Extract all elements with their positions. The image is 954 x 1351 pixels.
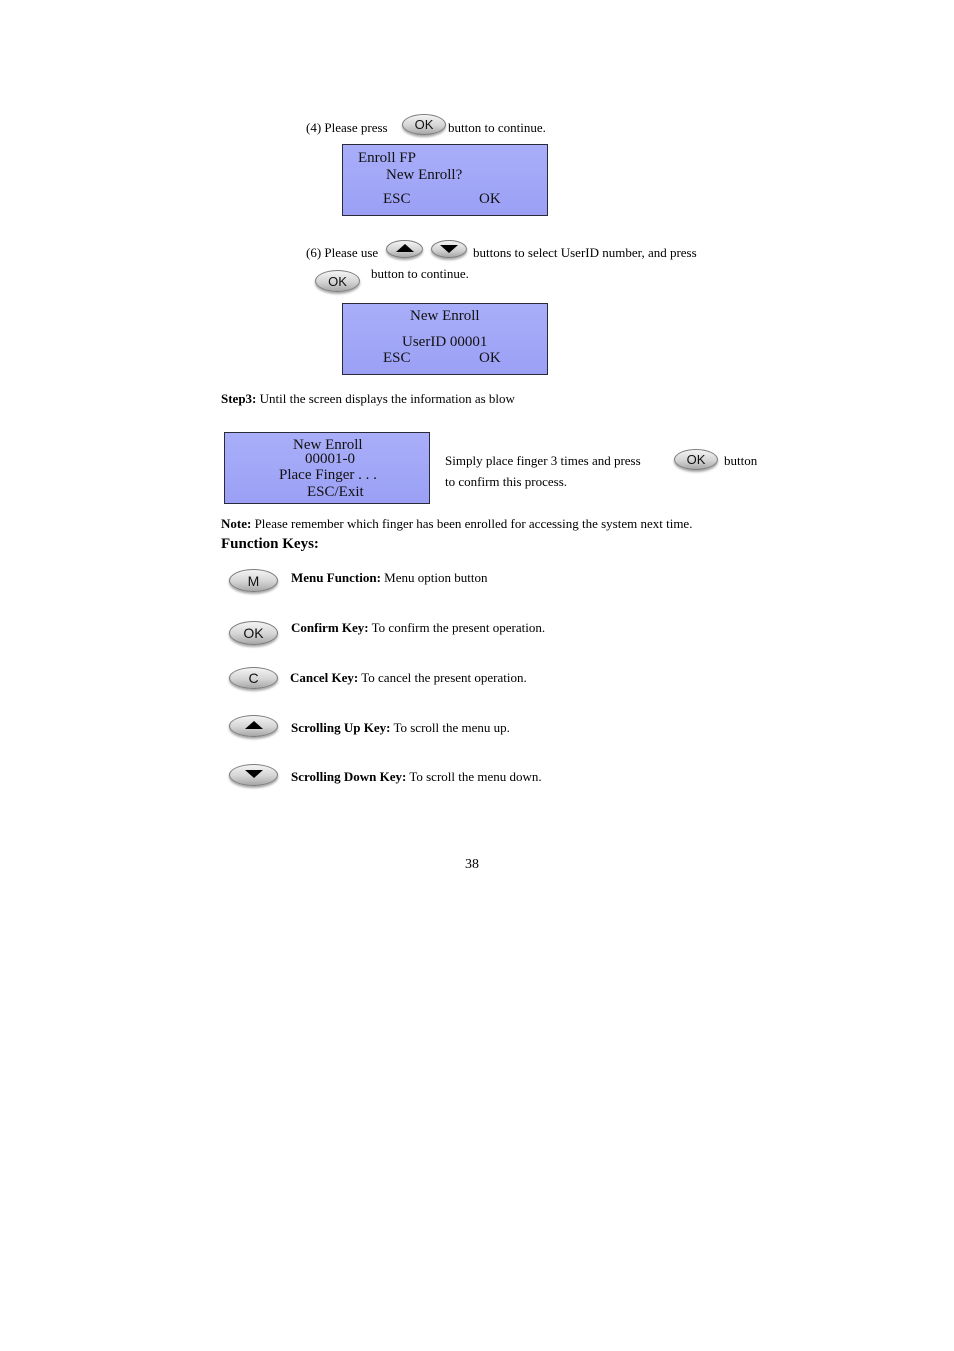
key-desc: To cancel the present operation. xyxy=(358,670,527,685)
step3-paragraph xyxy=(221,391,515,407)
up-arrow-icon xyxy=(386,240,423,258)
key-desc: To scroll the menu down. xyxy=(406,769,542,784)
up-arrow-icon xyxy=(229,715,278,737)
lcd-place-finger xyxy=(224,432,430,504)
scroll-up-key-row xyxy=(291,720,510,736)
step3-label: Step3: xyxy=(221,391,257,406)
key-desc: To confirm the present operation. xyxy=(368,620,546,635)
lcd-prompt: New Enroll? xyxy=(386,167,463,183)
scroll-down-key-row xyxy=(291,769,542,785)
function-keys-title: Function Keys: xyxy=(221,536,319,552)
lcd-esc: ESC xyxy=(383,191,411,207)
place-line2: to confirm this process. xyxy=(445,474,568,489)
down-arrow-icon xyxy=(229,764,278,786)
key-label: Confirm Key: xyxy=(291,620,369,635)
ok-key-icon: OK xyxy=(315,270,360,292)
down-arrow-icon xyxy=(431,240,467,258)
place-text-after: button xyxy=(724,453,758,468)
lcd-title: New Enroll xyxy=(410,308,480,324)
lcd-new-enroll-userid xyxy=(342,303,548,375)
confirm-key-row xyxy=(291,620,545,636)
lcd-esc: ESC xyxy=(383,350,411,366)
step6-text-after: buttons to select UserID number, and press xyxy=(473,245,697,260)
lcd-title: Enroll FP xyxy=(358,150,416,166)
step4-text-after: button to continue. xyxy=(448,120,546,135)
key-label: Menu Function: xyxy=(291,570,381,585)
ok-key-icon: OK xyxy=(229,621,278,645)
lcd-ok: OK xyxy=(479,350,501,366)
place-text-before: Simply place finger 3 times and press xyxy=(445,453,641,468)
note-label: Note: xyxy=(221,516,252,531)
cancel-key-icon: C xyxy=(229,667,278,689)
step4-text-before: (4) Please press xyxy=(306,120,388,135)
lcd-enroll-fp xyxy=(342,144,548,216)
lcd-userid: 00001-0 xyxy=(305,451,355,467)
key-label: Cancel Key: xyxy=(290,670,359,685)
lcd-esc-exit: ESC/Exit xyxy=(307,484,364,500)
step6-text-before: (6) Please use xyxy=(306,245,379,260)
key-desc: To scroll the menu up. xyxy=(390,720,510,735)
menu-function-row xyxy=(291,570,487,586)
key-label: Scrolling Up Key: xyxy=(291,720,391,735)
lcd-ok: OK xyxy=(479,191,501,207)
lcd-place-finger-text: Place Finger . . . xyxy=(279,467,377,483)
ok-key-icon: OK xyxy=(402,114,446,135)
note-text: Please remember which finger has been enrolled for accessing the system next time. xyxy=(251,516,693,531)
page-number: 38 xyxy=(465,857,479,872)
key-desc: Menu option button xyxy=(380,570,488,585)
ok-key-icon: OK xyxy=(674,449,718,470)
note-paragraph xyxy=(221,516,692,532)
lcd-userid: UserID 00001 xyxy=(402,334,488,350)
key-label: Scrolling Down Key: xyxy=(291,769,407,784)
cancel-key-row xyxy=(290,670,527,686)
step6-line2: button to continue. xyxy=(371,266,469,281)
lcd-title: New Enroll xyxy=(293,437,363,453)
step3-text: Until the screen displays the information as blow xyxy=(256,391,515,406)
menu-key-icon: M xyxy=(229,569,278,592)
